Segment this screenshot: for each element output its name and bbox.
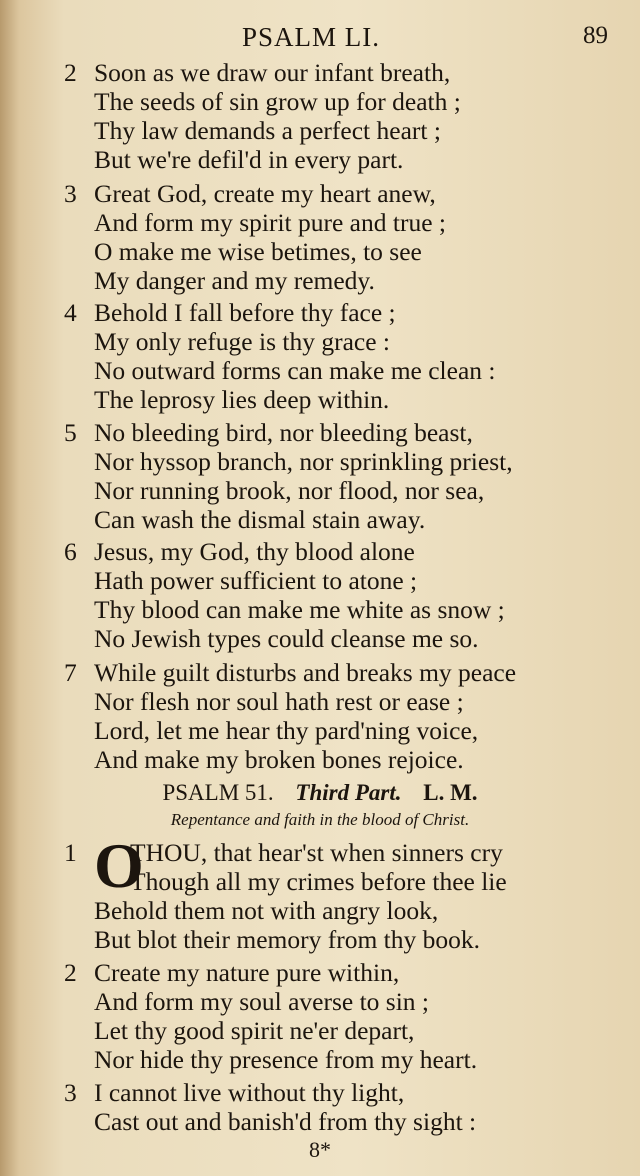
stanza-number: 1 bbox=[64, 838, 77, 867]
stanza-3-third-part bbox=[64, 1078, 624, 1136]
verse-line: The leprosy lies deep within. bbox=[94, 385, 390, 414]
stanza-2-third-part bbox=[64, 958, 624, 1074]
running-head-title: PSALM LI. bbox=[242, 22, 381, 52]
stanza-number: 2 bbox=[64, 58, 77, 87]
verse-line: Let thy good spirit ne'er depart, bbox=[94, 1016, 415, 1045]
verse-line: But blot their memory from thy book. bbox=[94, 925, 480, 954]
verse-line: Nor flesh nor soul hath rest or ease ; bbox=[94, 687, 464, 716]
stanza-number: 4 bbox=[64, 298, 77, 327]
stanza-number: 5 bbox=[64, 418, 77, 447]
verse-line: But we're defil'd in every part. bbox=[94, 145, 404, 174]
stanza-4 bbox=[64, 298, 624, 414]
stanza-3 bbox=[64, 179, 624, 295]
stanza-number: 6 bbox=[64, 537, 77, 566]
verse-line: The seeds of sin grow up for death ; bbox=[94, 87, 461, 116]
verse-line: Nor hyssop branch, nor sprinkling priest, bbox=[94, 447, 513, 476]
verse-line: Great God, create my heart anew, bbox=[94, 179, 436, 208]
verse-line: Behold I fall before thy face ; bbox=[94, 298, 396, 327]
verse-line: Jesus, my God, thy blood alone bbox=[94, 537, 415, 566]
verse-line: Hath power sufficient to atone ; bbox=[94, 566, 418, 595]
verse-line: And make my broken bones rejoice. bbox=[94, 745, 464, 774]
verse-line: Nor hide thy presence from my heart. bbox=[94, 1045, 478, 1074]
signature-mark: 8* bbox=[309, 1137, 331, 1162]
verse-line: Nor running brook, nor flood, nor sea, bbox=[94, 476, 485, 505]
verse-line: My danger and my remedy. bbox=[94, 266, 375, 295]
section-subtitle: Repentance and faith in the blood of Christ. bbox=[170, 810, 470, 829]
verse-line: Lord, let me hear thy pard'ning voice, bbox=[94, 716, 479, 745]
stanza-1-third-part bbox=[64, 830, 624, 954]
stanza-6 bbox=[64, 537, 624, 653]
verse-line: Can wash the dismal stain away. bbox=[94, 505, 426, 534]
verse-line: No bleeding bird, nor bleeding beast, bbox=[94, 418, 473, 447]
verse-line: I cannot live without thy light, bbox=[94, 1078, 405, 1107]
verse-line: Though all my crimes before thee lie bbox=[130, 867, 507, 896]
part-label: Third Part. bbox=[295, 780, 402, 805]
stanza-number: 2 bbox=[64, 958, 77, 987]
verse-line: My only refuge is thy grace : bbox=[94, 327, 391, 356]
page-number: 89 bbox=[583, 22, 608, 49]
drop-cap: O bbox=[94, 830, 144, 901]
psalm-label: PSALM 51. bbox=[162, 780, 274, 805]
stanza-2 bbox=[64, 58, 624, 174]
stanza-number: 3 bbox=[64, 1078, 77, 1107]
verse-line: And form my soul averse to sin ; bbox=[94, 987, 429, 1016]
stanza-5 bbox=[64, 418, 624, 534]
section-heading bbox=[0, 779, 640, 807]
verse-line: Soon as we draw our infant breath, bbox=[94, 58, 451, 87]
meter-label: L. M. bbox=[423, 780, 478, 805]
stanza-number: 3 bbox=[64, 179, 77, 208]
verse-line: While guilt disturbs and breaks my peace bbox=[94, 658, 517, 687]
verse-line: Thy law demands a perfect heart ; bbox=[94, 116, 441, 145]
verse-line: Create my nature pure within, bbox=[94, 958, 400, 987]
verse-line: And form my spirit pure and true ; bbox=[94, 208, 446, 237]
verse-line: Cast out and banish'd from thy sight : bbox=[94, 1107, 477, 1136]
stanza-7 bbox=[64, 658, 624, 774]
verse-line: Thy blood can make me white as snow ; bbox=[94, 595, 505, 624]
verse-line: No Jewish types could cleanse me so. bbox=[94, 624, 479, 653]
stanza-number: 7 bbox=[64, 658, 77, 687]
verse-line: Behold them not with angry look, bbox=[94, 896, 439, 925]
verse-line: No outward forms can make me clean : bbox=[94, 356, 496, 385]
verse-line: THOU, that hear'st when sinners cry bbox=[130, 838, 503, 867]
verse-line: O make me wise betimes, to see bbox=[94, 237, 422, 266]
running-head bbox=[0, 22, 640, 56]
